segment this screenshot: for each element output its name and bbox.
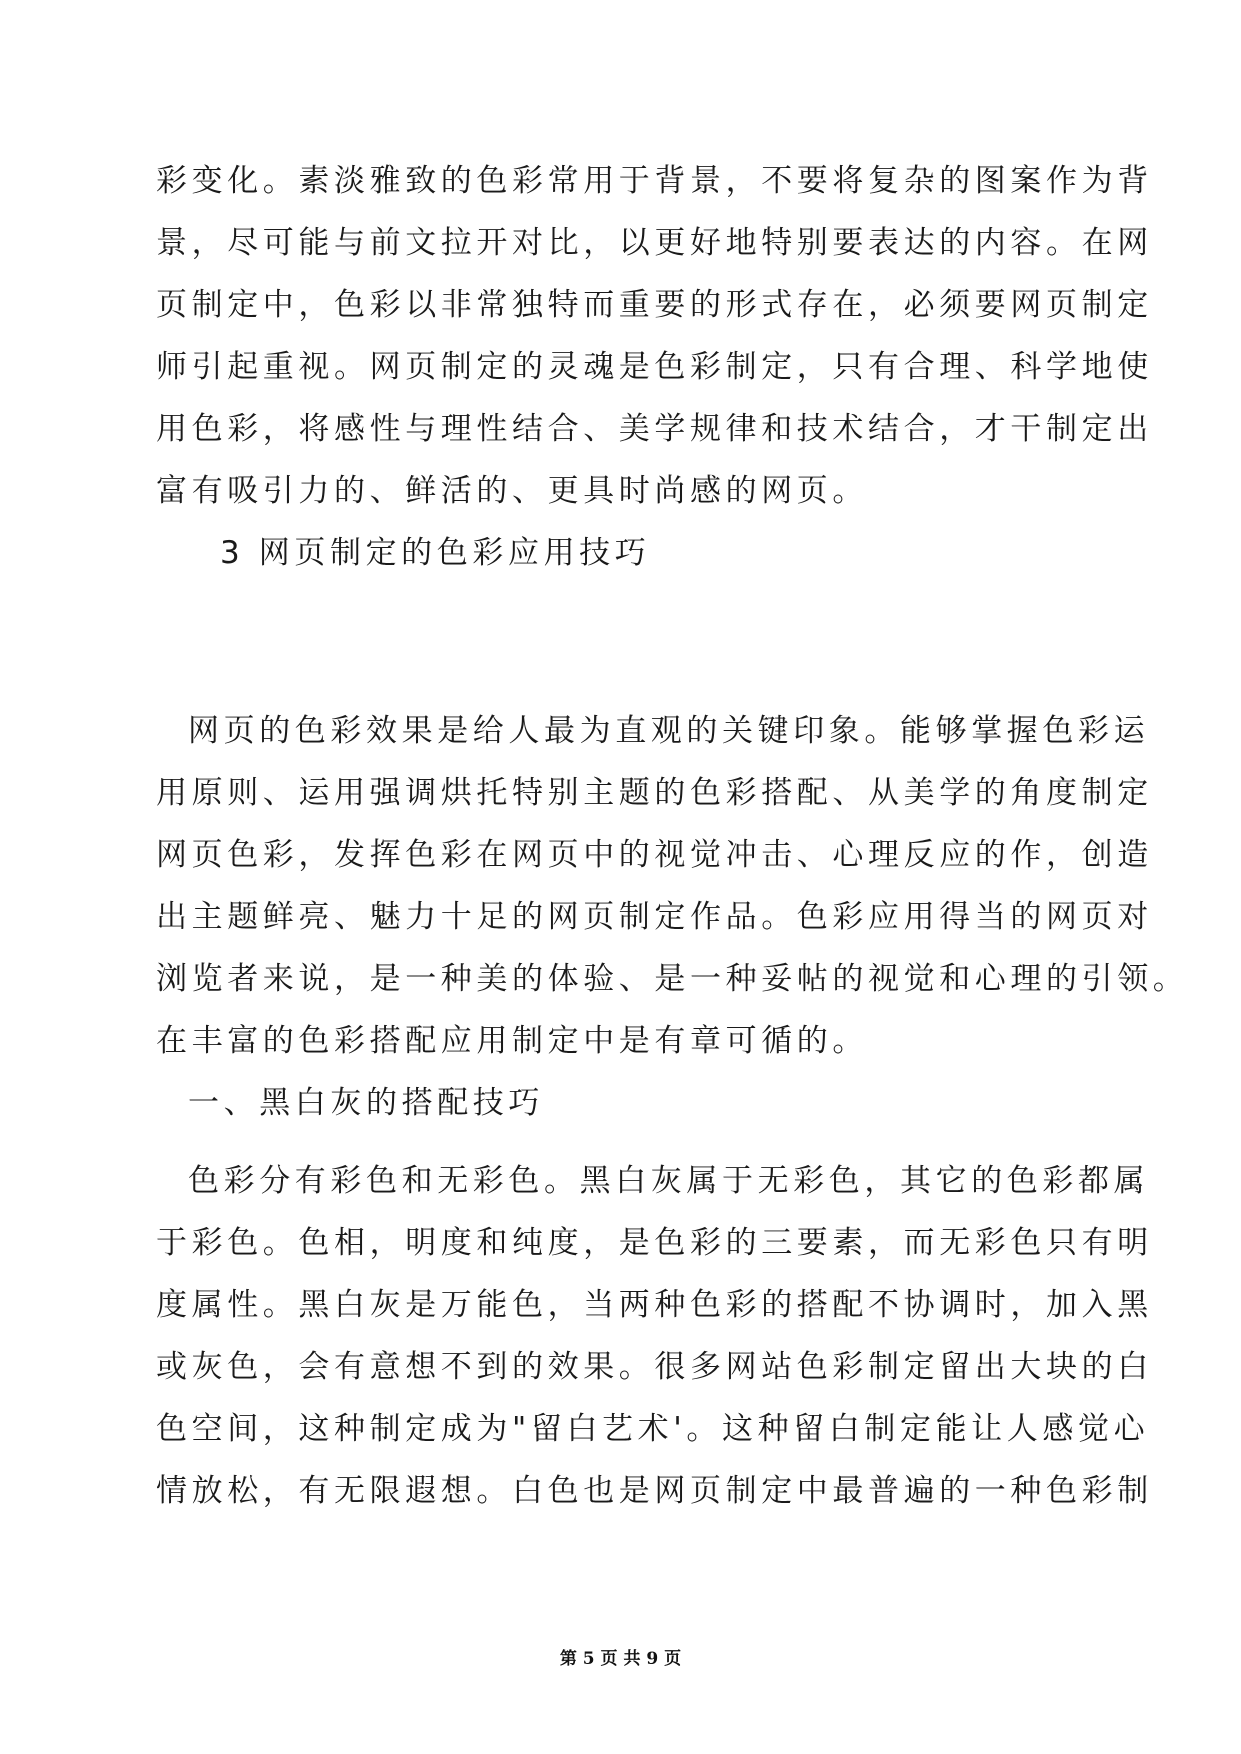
paragraph-line: 色彩分有彩色和无彩色。黑白灰属于无彩色，其它的色彩都属 (188, 1163, 1150, 1199)
paragraph-line: 或灰色，会有意想不到的效果。很多网站色彩制定留出大块的白 (156, 1349, 1153, 1385)
subheading-block (156, 1072, 1096, 1134)
page-number-footer: 第 5 页 共 9 页 (559, 1649, 682, 1669)
paragraph-line: 用原则、运用强调烘托特别主题的色彩搭配、从美学的角度制定 (156, 775, 1153, 811)
paragraph-line: 浏览者来说，是一种美的体验、是一种妥帖的视觉和心理的引领。 (156, 961, 1189, 997)
paragraph-line: 彩变化。素淡雅致的色彩常用于背景，不要将复杂的图案作为背 (156, 163, 1153, 199)
paragraph-line: 网页色彩，发挥色彩在网页中的视觉冲击、心理反应的作，创造 (156, 837, 1153, 873)
paragraph-line: 在丰富的色彩搭配应用制定中是有章可循的。 (156, 1023, 868, 1059)
paragraph-line: 景，尽可能与前文拉开对比，以更好地特别要表达的内容。在网 (156, 225, 1153, 261)
paragraph-1 (156, 150, 1153, 522)
subheading: 一、黑白灰的搭配技巧 (188, 1085, 544, 1121)
section-heading-block (156, 522, 1096, 584)
paragraph-line: 富有吸引力的、鲜活的、更具时尚感的网页。 (156, 473, 868, 509)
paragraph-line: 度属性。黑白灰是万能色，当两种色彩的搭配不协调时，加入黑 (156, 1287, 1153, 1323)
paragraph-3 (156, 1150, 1153, 1522)
paragraph-line: 用色彩，将感性与理性结合、美学规律和技术结合，才干制定出 (156, 411, 1153, 447)
paragraph-line: 师引起重视。网页制定的灵魂是色彩制定，只有合理、科学地使 (156, 349, 1153, 385)
section-heading: 3 网页制定的色彩应用技巧 (220, 535, 651, 571)
paragraph-line: 色空间，这种制定成为"留白艺术'。这种留白制定能让人感觉心 (156, 1411, 1150, 1447)
paragraph-line: 情放松，有无限遐想。白色也是网页制定中最普遍的一种色彩制 (156, 1473, 1153, 1509)
paragraph-2 (156, 700, 1189, 1072)
paragraph-line: 页制定中，色彩以非常独特而重要的形式存在，必须要网页制定 (156, 287, 1153, 323)
paragraph-line: 网页的色彩效果是给人最为直观的关键印象。能够掌握色彩运 (188, 713, 1150, 749)
paragraph-line: 于彩色。色相，明度和纯度，是色彩的三要素，而无彩色只有明 (156, 1225, 1153, 1261)
paragraph-line: 出主题鲜亮、魅力十足的网页制定作品。色彩应用得当的网页对 (156, 899, 1153, 935)
